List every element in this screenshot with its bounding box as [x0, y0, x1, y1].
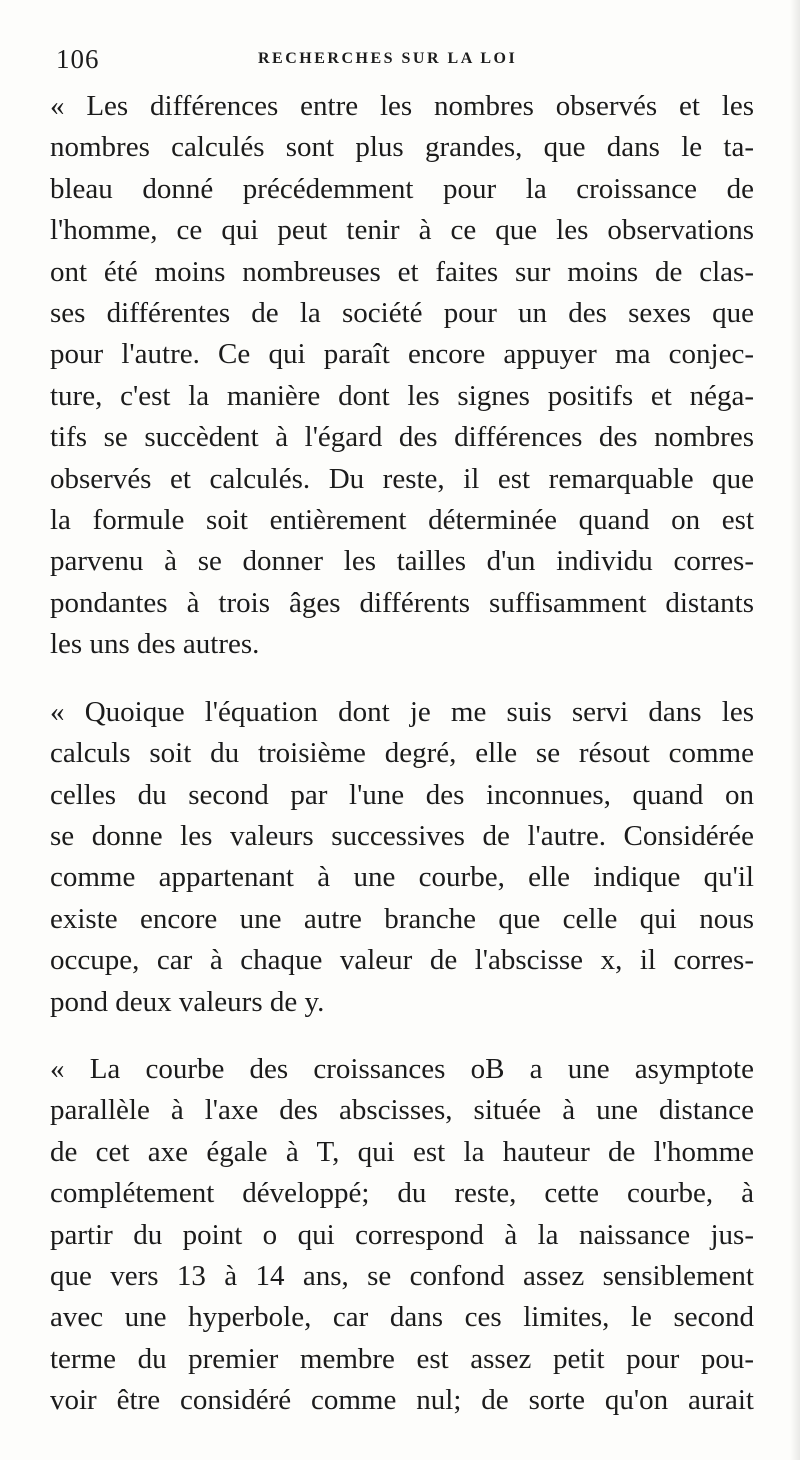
- text-line: ont été moins nombreuses et faites sur moins de clas-: [50, 255, 754, 288]
- text-line: avec une hyperbole, car dans ces limites, le second: [50, 1301, 754, 1334]
- text-line: l'homme, ce qui peut tenir à ce que les observations: [50, 214, 754, 247]
- text-line: « Quoique l'équation dont je me suis servi dans les: [50, 695, 754, 728]
- body-text: [50, 86, 754, 1422]
- running-title: RECHERCHES SUR LA LOI: [258, 50, 518, 67]
- text-line: terme du premier membre est assez petit pour pou-: [50, 1342, 754, 1375]
- page-number: 106: [56, 44, 100, 74]
- paragraph-equation: [50, 692, 754, 1023]
- text-line: calculs soit du troisième degré, elle se résout comme: [50, 737, 754, 770]
- text-line: observés et calculés. Du reste, il est remarquable que: [50, 462, 754, 495]
- text-line: nombres calculés sont plus grandes, que dans le ta-: [50, 131, 754, 164]
- text-line: la formule soit entièrement déterminée quand on est: [50, 504, 754, 537]
- paragraph-gap: [50, 666, 754, 692]
- text-line: pondantes à trois âges différents suffisamment distants: [50, 586, 754, 619]
- paragraph-curve: [50, 1049, 754, 1422]
- running-head: [50, 44, 760, 74]
- text-line: celles du second par l'une des inconnues, quand on: [50, 778, 754, 811]
- text-line: occupe, car à chaque valeur de l'abscisse x, il corres-: [50, 944, 754, 977]
- text-line: parvenu à se donner les tailles d'un individu corres-: [50, 545, 754, 578]
- text-line: comme appartenant à une courbe, elle indique qu'il: [50, 861, 754, 894]
- paragraph-gap: [50, 1023, 754, 1049]
- text-line: « La courbe des croissances oB a une asymptote: [50, 1052, 754, 1085]
- text-line: pond deux valeurs de y.: [50, 985, 325, 1018]
- page-edge-shadow: [790, 0, 800, 1460]
- paragraph-differences: [50, 86, 754, 666]
- text-line: pour l'autre. Ce qui paraît encore appuyer ma conjec-: [50, 338, 754, 371]
- text-line: existe encore une autre branche que celle qui nous: [50, 902, 754, 935]
- text-line: se donne les valeurs successives de l'autre. Considérée: [50, 819, 754, 852]
- text-line: partir du point o qui correspond à la naissance jus-: [50, 1218, 754, 1251]
- text-line: bleau donné précédemment pour la croissance de: [50, 172, 754, 205]
- text-line: ses différentes de la société pour un des sexes que: [50, 297, 754, 330]
- text-line: que vers 13 à 14 ans, se confond assez sensiblement: [50, 1259, 754, 1292]
- text-line: ture, c'est la manière dont les signes positifs et néga-: [50, 379, 754, 412]
- text-line: « Les différences entre les nombres observés et les: [50, 90, 754, 122]
- text-line: de cet axe égale à T, qui est la hauteur de l'homme: [50, 1135, 754, 1168]
- text-line: parallèle à l'axe des abscisses, située à une distance: [50, 1094, 754, 1127]
- text-line: complétement développé; du reste, cette courbe, à: [50, 1177, 754, 1210]
- text-line: voir être considéré comme nul; de sorte qu'on aurait: [50, 1384, 754, 1417]
- text-line: tifs se succèdent à l'égard des différences des nombres: [50, 421, 754, 454]
- text-line: les uns des autres.: [50, 628, 260, 661]
